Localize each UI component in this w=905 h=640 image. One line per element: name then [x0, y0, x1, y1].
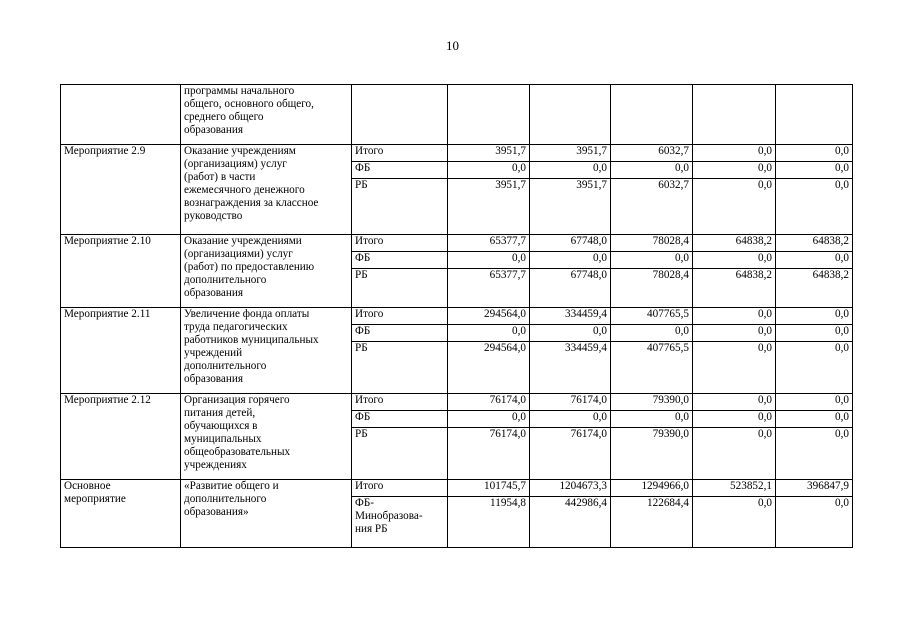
table-row-continuation	[61, 85, 853, 145]
funding-source-cell: Итого	[352, 235, 448, 252]
value-cell	[611, 85, 693, 145]
value-cell: 79390,0	[611, 428, 693, 480]
value-cell: 0,0	[530, 162, 611, 179]
value-cell: 0,0	[776, 342, 853, 394]
value-cell: 0,0	[776, 325, 853, 342]
value-cell: 0,0	[530, 325, 611, 342]
value-cell: 294564,0	[448, 342, 530, 394]
value-cell: 0,0	[448, 162, 530, 179]
value-cell: 0,0	[611, 325, 693, 342]
value-cell: 67748,0	[530, 235, 611, 252]
page-number: 10	[446, 38, 459, 53]
value-cell: 334459,4	[530, 308, 611, 325]
value-cell: 0,0	[611, 252, 693, 269]
value-cell: 76174,0	[448, 394, 530, 411]
value-cell: 78028,4	[611, 235, 693, 252]
value-cell	[776, 85, 853, 145]
value-cell: 64838,2	[693, 269, 776, 308]
value-cell: 0,0	[693, 394, 776, 411]
value-cell: 3951,7	[448, 145, 530, 162]
value-cell: 64838,2	[693, 235, 776, 252]
value-cell: 0,0	[776, 411, 853, 428]
value-cell: 0,0	[693, 145, 776, 162]
value-cell: 79390,0	[611, 394, 693, 411]
value-cell: 0,0	[611, 162, 693, 179]
event-description-cell: Оказание учреждениям (организациям) услуг (работ) в части ежемесячного денежного вознаграждения за классное руководство	[181, 145, 352, 235]
value-cell: 0,0	[776, 394, 853, 411]
value-cell: 0,0	[448, 325, 530, 342]
value-cell: 0,0	[776, 145, 853, 162]
value-cell: 3951,7	[530, 145, 611, 162]
value-cell: 0,0	[448, 252, 530, 269]
value-cell	[693, 85, 776, 145]
funding-source-cell: ФБ	[352, 325, 448, 342]
value-cell: 407765,5	[611, 342, 693, 394]
funding-source-cell: Итого	[352, 480, 448, 497]
value-cell: 122684,4	[611, 497, 693, 548]
value-cell: 0,0	[776, 162, 853, 179]
event-description-cell: Оказание учреждениями (организациями) услуг (работ) по предоставлению дополнительного образования	[181, 235, 352, 308]
funding-source-cell: ФБ	[352, 252, 448, 269]
event-name-cell	[61, 85, 181, 145]
value-cell: 0,0	[693, 308, 776, 325]
value-cell: 0,0	[693, 162, 776, 179]
funding-source-cell: РБ	[352, 428, 448, 480]
value-cell: 0,0	[776, 179, 853, 235]
value-cell: 0,0	[530, 252, 611, 269]
budget-table	[60, 84, 853, 548]
funding-source-cell: РБ	[352, 179, 448, 235]
value-cell	[448, 85, 530, 145]
value-cell: 0,0	[611, 411, 693, 428]
table-row	[61, 394, 853, 411]
value-cell: 523852,1	[693, 480, 776, 497]
value-cell: 0,0	[776, 252, 853, 269]
value-cell: 76174,0	[530, 394, 611, 411]
value-cell: 0,0	[693, 497, 776, 548]
event-name-cell: Мероприятие 2.12	[61, 394, 181, 480]
value-cell	[530, 85, 611, 145]
value-cell: 0,0	[693, 179, 776, 235]
value-cell: 0,0	[776, 428, 853, 480]
value-cell: 0,0	[693, 252, 776, 269]
value-cell: 65377,7	[448, 235, 530, 252]
value-cell: 76174,0	[448, 428, 530, 480]
value-cell: 3951,7	[530, 179, 611, 235]
value-cell: 78028,4	[611, 269, 693, 308]
table-body	[61, 85, 853, 548]
value-cell: 3951,7	[448, 179, 530, 235]
funding-source-cell: Итого	[352, 145, 448, 162]
value-cell: 1294966,0	[611, 480, 693, 497]
value-cell: 6032,7	[611, 179, 693, 235]
funding-source-cell: ФБ	[352, 162, 448, 179]
event-name-cell: Основное мероприятие	[61, 480, 181, 548]
value-cell: 11954,8	[448, 497, 530, 548]
value-cell: 0,0	[448, 411, 530, 428]
value-cell: 76174,0	[530, 428, 611, 480]
value-cell: 334459,4	[530, 342, 611, 394]
event-description-cell: Увеличение фонда оплаты труда педагогических работников муниципальных учреждений дополнительного образования	[181, 308, 352, 394]
value-cell: 442986,4	[530, 497, 611, 548]
value-cell: 0,0	[693, 428, 776, 480]
value-cell: 0,0	[693, 325, 776, 342]
event-description-cell: «Развитие общего и дополнительного образования»	[181, 480, 352, 548]
event-description-cell: программы начального общего, основного общего, среднего общего образования	[181, 85, 352, 145]
value-cell: 0,0	[530, 411, 611, 428]
value-cell: 0,0	[776, 308, 853, 325]
table-row	[61, 235, 853, 252]
event-name-cell: Мероприятие 2.10	[61, 235, 181, 308]
funding-source-cell: ФБ	[352, 411, 448, 428]
value-cell: 64838,2	[776, 235, 853, 252]
table-row	[61, 145, 853, 162]
value-cell: 101745,7	[448, 480, 530, 497]
value-cell: 0,0	[693, 342, 776, 394]
value-cell: 0,0	[693, 411, 776, 428]
value-cell: 0,0	[776, 497, 853, 548]
funding-source-cell: Итого	[352, 308, 448, 325]
funding-source-cell: РБ	[352, 269, 448, 308]
value-cell: 294564,0	[448, 308, 530, 325]
value-cell: 396847,9	[776, 480, 853, 497]
value-cell: 64838,2	[776, 269, 853, 308]
table-row	[61, 308, 853, 325]
funding-source-cell: Итого	[352, 394, 448, 411]
funding-source-cell: РБ	[352, 342, 448, 394]
value-cell: 67748,0	[530, 269, 611, 308]
table-row	[61, 480, 853, 497]
event-name-cell: Мероприятие 2.9	[61, 145, 181, 235]
value-cell: 65377,7	[448, 269, 530, 308]
value-cell: 6032,7	[611, 145, 693, 162]
funding-source-cell: ФБ- Минобразова- ния РБ	[352, 497, 448, 548]
value-cell: 1204673,3	[530, 480, 611, 497]
event-description-cell: Организация горячего питания детей, обучающихся в муниципальных общеобразовательных учреждениях	[181, 394, 352, 480]
value-cell: 407765,5	[611, 308, 693, 325]
source-cell	[352, 85, 448, 145]
event-name-cell: Мероприятие 2.11	[61, 308, 181, 394]
